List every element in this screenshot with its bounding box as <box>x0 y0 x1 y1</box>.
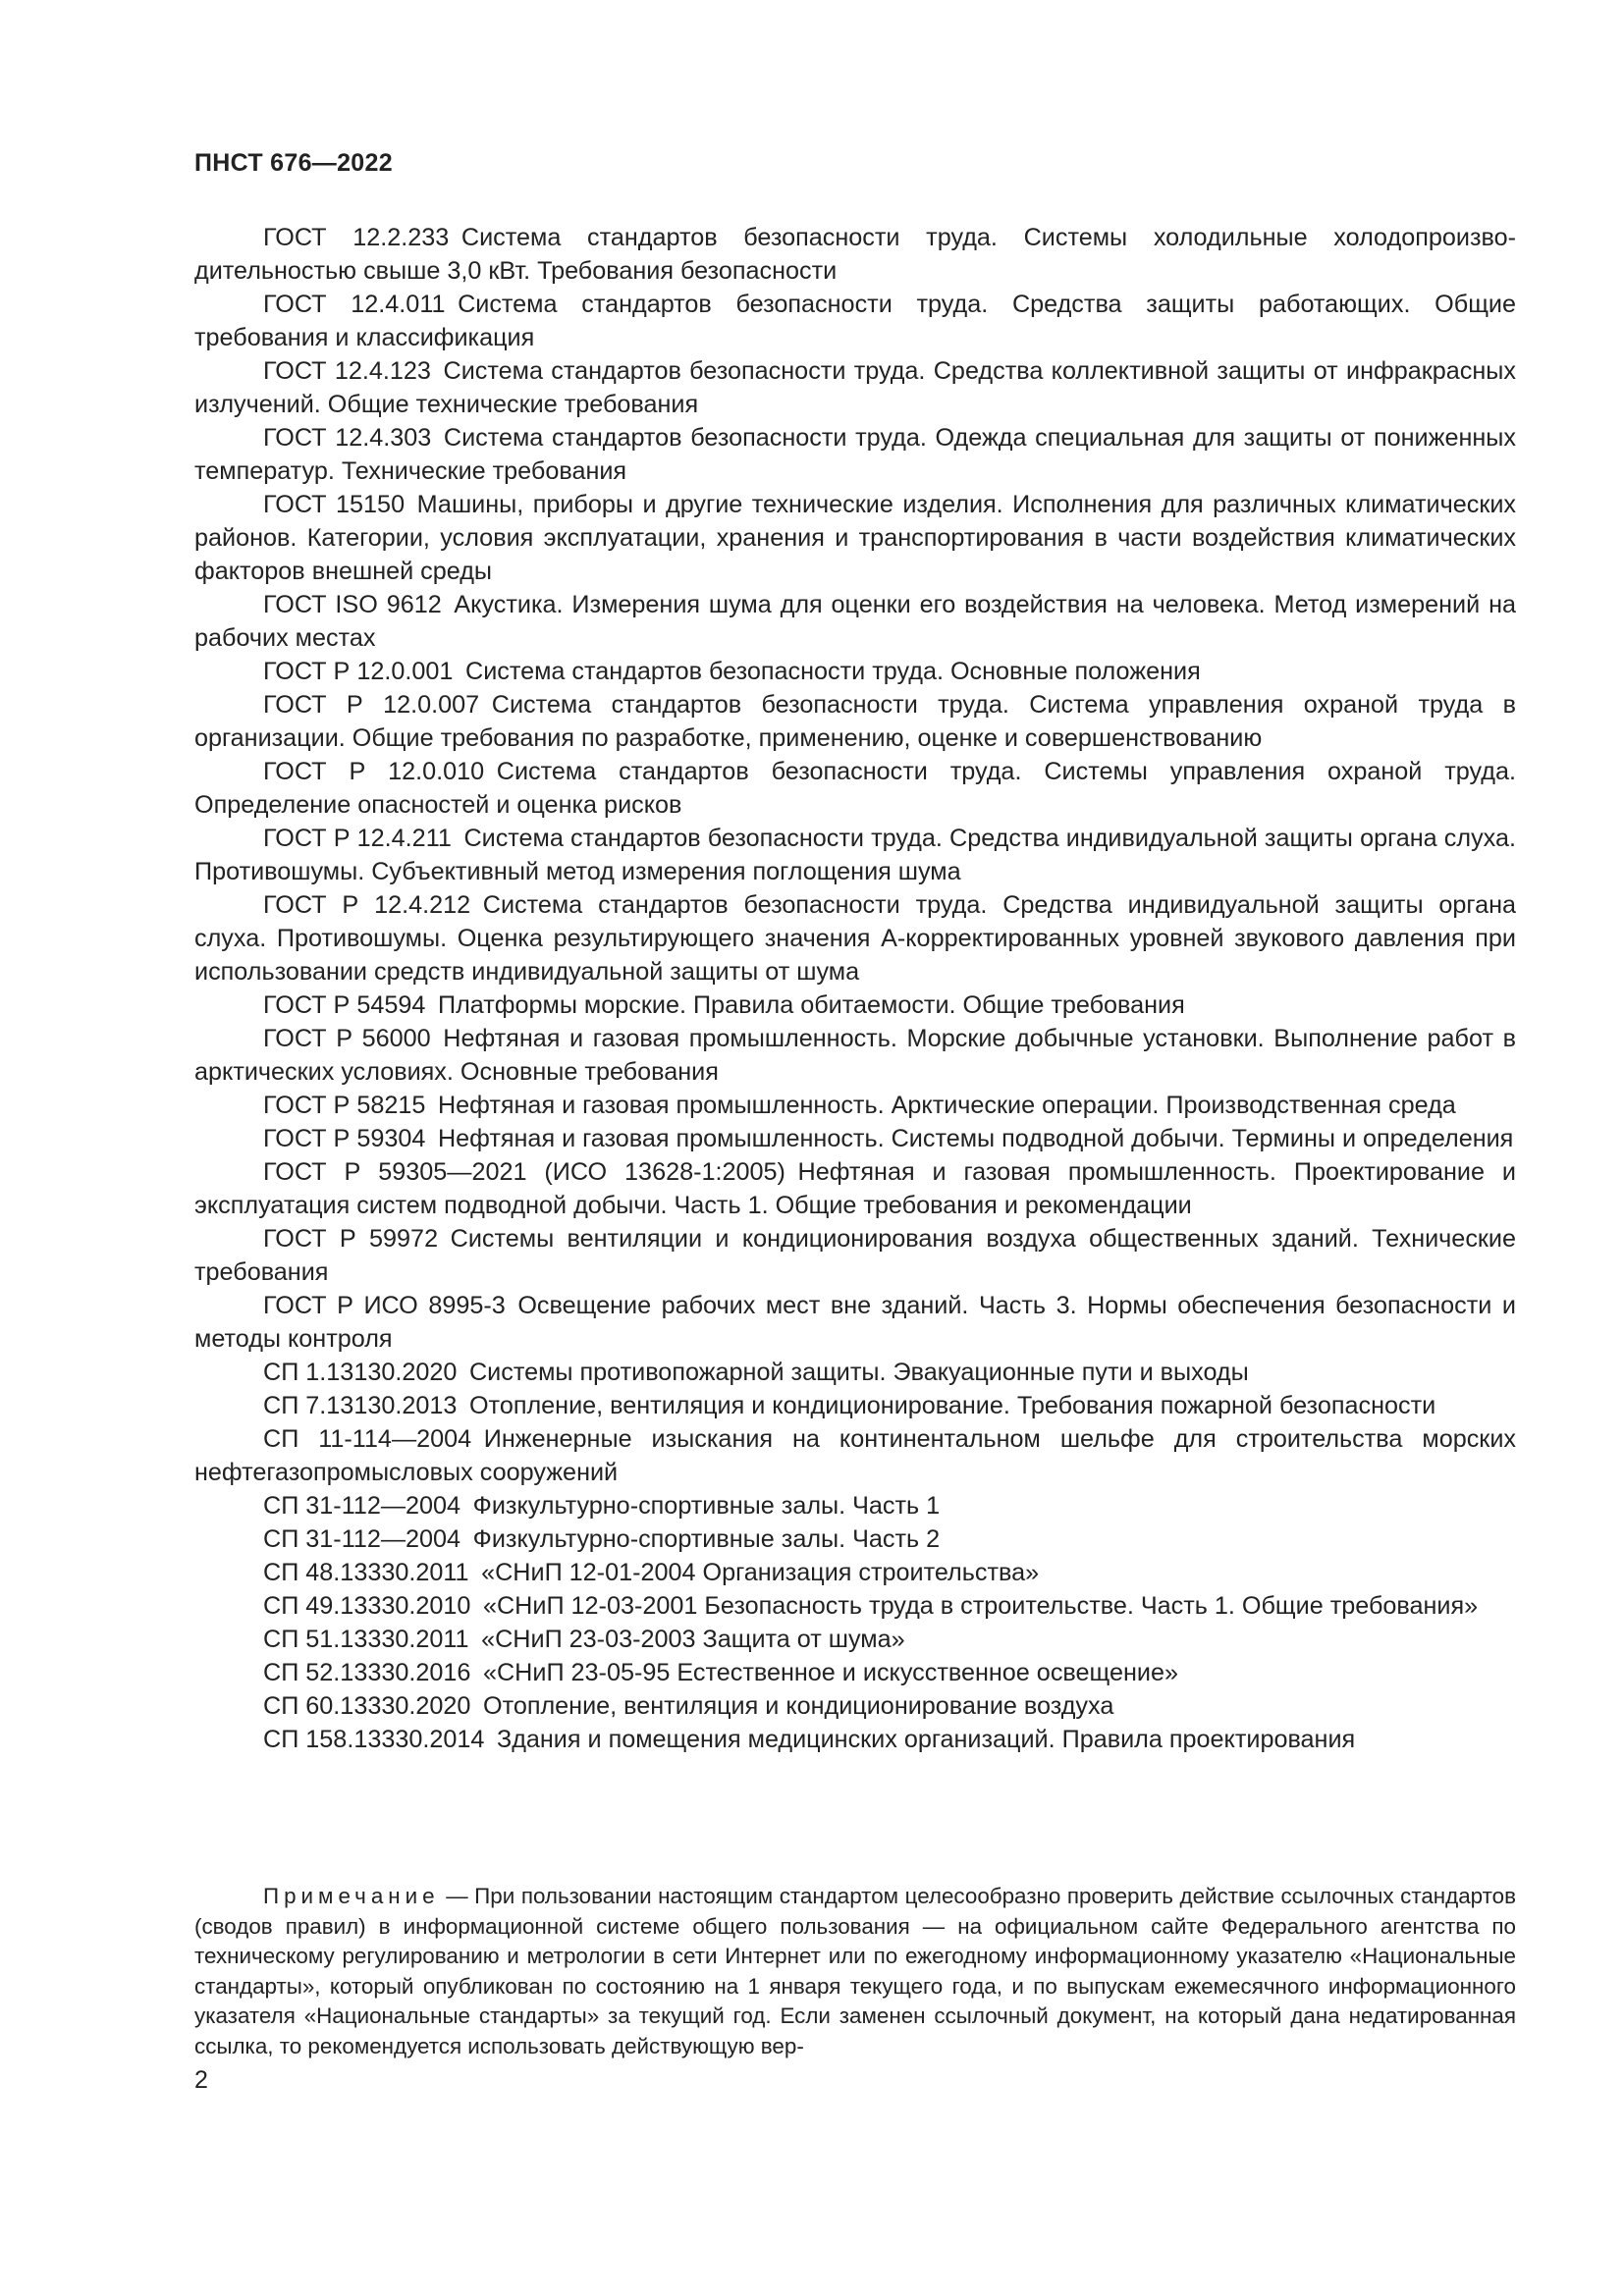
reference-item <box>194 1356 1516 1389</box>
reference-code: СП 158.13330.2014 <box>263 1726 485 1753</box>
reference-item <box>194 655 1516 688</box>
reference-code: СП 31-112—2004 <box>263 1525 461 1553</box>
reference-item <box>194 1489 1516 1522</box>
reference-item <box>194 888 1516 988</box>
reference-code: ГОСТ Р 12.0.007 <box>263 691 480 719</box>
reference-title: Платформы морские. Правила обитаемости. Общие требования <box>437 991 1185 1019</box>
reference-code: СП 51.13330.2011 <box>263 1626 469 1653</box>
reference-title: Система стандартов безопасности труда. Средства коллективной защиты от инфракрасных излучений. Общие технические требования <box>194 357 1516 418</box>
reference-code: ГОСТ Р 56000 <box>263 1025 431 1052</box>
reference-title: Физкультурно-спортивные залы. Часть 2 <box>472 1525 941 1553</box>
reference-item <box>194 1155 1516 1222</box>
reference-title: Физкультурно-спортивные залы. Часть 1 <box>472 1492 941 1520</box>
reference-title: Системы противопожарной защиты. Эвакуационные пути и выходы <box>468 1359 1249 1386</box>
reference-code: ГОСТ Р 54594 <box>263 991 426 1019</box>
reference-title: Нефтяная и газовая промышленность. Морские добычные установки. Выполнение работ в арктических условиях. Основные требования <box>194 1025 1517 1086</box>
reference-item <box>194 688 1516 755</box>
reference-title: Системы вентиляции и кондиционирования воздуха общественных зданий. Технические требования <box>194 1225 1517 1286</box>
reference-code: ГОСТ ISO 9612 <box>263 591 442 618</box>
reference-code: СП 7.13130.2013 <box>263 1392 458 1419</box>
reference-title: Система стандартов безопасности труда. Системы управления охраной труда. Определение опасностей и оценка рисков <box>194 758 1516 819</box>
reference-item <box>194 1589 1516 1623</box>
reference-title: Система стандартов безопасности труда. Система управления охраной труда в организации. Общие требования по разработке, применению, оценке и совершенствованию <box>194 691 1516 752</box>
reference-code: ГОСТ Р 12.4.211 <box>263 825 452 852</box>
reference-item <box>194 1389 1516 1422</box>
reference-title: Инженерные изыскания на континентальном шельфе для строительства морских нефтегазопромысловых сооружений <box>194 1425 1516 1486</box>
reference-title: «СНиП 12-03-2001 Безопасность труда в строительстве. Часть 1. Общие требования» <box>482 1592 1479 1620</box>
reference-code: СП 49.13330.2010 <box>263 1592 471 1620</box>
reference-item <box>194 288 1516 354</box>
reference-code: СП 1.13130.2020 <box>263 1359 458 1386</box>
reference-title: Система стандартов безопасности труда. Основные положения <box>465 658 1201 685</box>
reference-title: «СНиП 23-03-2003 Защита от шума» <box>481 1626 905 1653</box>
reference-title: Здания и помещения медицинских организаций. Правила проектирования <box>496 1726 1356 1753</box>
reference-item <box>194 1222 1516 1289</box>
reference-code: ГОСТ Р 12.0.010 <box>263 758 485 785</box>
reference-code: ГОСТ Р 12.0.001 <box>263 658 454 685</box>
reference-code: СП 60.13330.2020 <box>263 1692 471 1720</box>
reference-item <box>194 421 1516 488</box>
reference-title: Освещение рабочих мест вне зданий. Часть 3. Нормы обеспечения безопасности и методы контроля <box>194 1292 1516 1353</box>
reference-item <box>194 354 1516 421</box>
normative-references-list <box>194 221 1516 1756</box>
reference-code: СП 31-112—2004 <box>263 1492 461 1520</box>
reference-item <box>194 1022 1516 1089</box>
reference-item <box>194 1656 1516 1689</box>
reference-item <box>194 1689 1516 1723</box>
reference-item <box>194 1422 1516 1489</box>
reference-title: Нефтяная и газовая промышленность. Арктические операции. Производственная среда <box>437 1092 1456 1119</box>
reference-item <box>194 1623 1516 1656</box>
reference-title: Система стандартов безопасности труда. Системы холодильные холодопроизводительностью свыше 3,0 кВт. Требования безопасности <box>194 224 1516 285</box>
note-paragraph <box>194 1882 1516 2061</box>
reference-code: ГОСТ 12.4.011 <box>263 291 446 318</box>
reference-item <box>194 755 1516 822</box>
reference-code: СП 48.13330.2011 <box>263 1559 469 1586</box>
reference-title: Система стандартов безопасности труда. Средства индивидуальной защиты органа слуха. Противошумы. Оценка результирующего значения А-корректированных уровней звукового давления при использовании средств индивидуальной защиты от шума <box>194 891 1516 986</box>
reference-code: ГОСТ Р 59305—2021 (ИСО 13628-1:2005) <box>263 1158 785 1186</box>
reference-item <box>194 1522 1516 1556</box>
reference-item <box>194 221 1516 288</box>
reference-title: Система стандартов безопасности труда. Средства защиты работающих. Общие требования и классификация <box>194 291 1516 351</box>
reference-item <box>194 1289 1516 1356</box>
reference-title: Система стандартов безопасности труда. Средства индивидуальной защиты органа слуха. Противошумы. Субъективный метод измерения поглощения шума <box>194 825 1516 885</box>
reference-title: Отопление, вентиляция и кондиционирование воздуха <box>482 1692 1114 1720</box>
reference-title: «СНиП 23-05-95 Естественное и искусственное освещение» <box>482 1659 1178 1686</box>
reference-code: ГОСТ Р 59304 <box>263 1125 426 1152</box>
note-text: — При пользовании настоящим стандартом целесообразно проверить действие ссылочных стандартов (сводов правил) в информационной системе общего пользования — на официальном сайте Федерального агентства по техническому регулированию и метрологии в сети Интернет или по ежегодному информационному указателю «Национальные стандарты», который опубликован по состоянию на 1 января текущего года, и по выпускам ежемесячного информационного указателя «Национальные стандарты» за текущий год. Если заменен ссылочный документ, на который дана недатированная ссылка, то рекомендуется использовать действующую вер- <box>194 1884 1516 2058</box>
reference-title: «СНиП 12-01-2004 Организация строительства» <box>481 1559 1040 1586</box>
reference-code: ГОСТ Р ИСО 8995-3 <box>263 1292 506 1319</box>
page-number: 2 <box>194 2066 208 2094</box>
reference-item <box>194 588 1516 655</box>
document-designation: ПНСТ 676—2022 <box>194 149 393 177</box>
reference-title: Машины, приборы и другие технические изделия. Исполнения для различных климатических районов. Категории, условия эксплуатации, хранения и транспортирования в части воздействия климатических факторов внешней среды <box>194 491 1516 585</box>
reference-code: ГОСТ Р 59972 <box>263 1225 439 1253</box>
reference-title: Нефтяная и газовая промышленность. Системы подводной добычи. Термины и определения <box>437 1125 1514 1152</box>
reference-code: ГОСТ Р 12.4.212 <box>263 891 471 919</box>
reference-title: Нефтяная и газовая промышленность. Проектирование и эксплуатация систем подводной добычи. Часть 1. Общие требования и рекомендации <box>194 1158 1516 1219</box>
reference-item <box>194 1089 1516 1122</box>
reference-item <box>194 1556 1516 1589</box>
reference-code: ГОСТ 12.2.233 <box>263 224 450 251</box>
reference-item <box>194 1122 1516 1155</box>
reference-title: Акустика. Измерения шума для оценки его воздействия на человека. Метод измерений на рабочих местах <box>194 591 1516 652</box>
reference-item <box>194 988 1516 1022</box>
reference-item <box>194 1723 1516 1756</box>
note-label: Примечание <box>263 1884 440 1908</box>
reference-code: ГОСТ Р 58215 <box>263 1092 426 1119</box>
reference-code: ГОСТ 12.4.123 <box>263 357 431 385</box>
reference-item <box>194 822 1516 888</box>
reference-code: СП 11-114—2004 <box>263 1425 472 1453</box>
reference-code: ГОСТ 15150 <box>263 491 406 518</box>
reference-title: Система стандартов безопасности труда. Одежда специальная для защиты от пониженных температур. Технические требования <box>194 424 1516 485</box>
reference-code: СП 52.13330.2016 <box>263 1659 471 1686</box>
reference-item <box>194 488 1516 588</box>
reference-code: ГОСТ 12.4.303 <box>263 424 432 452</box>
reference-title: Отопление, вентиляция и кондиционирование. Требования пожарной безопасности <box>468 1392 1436 1419</box>
